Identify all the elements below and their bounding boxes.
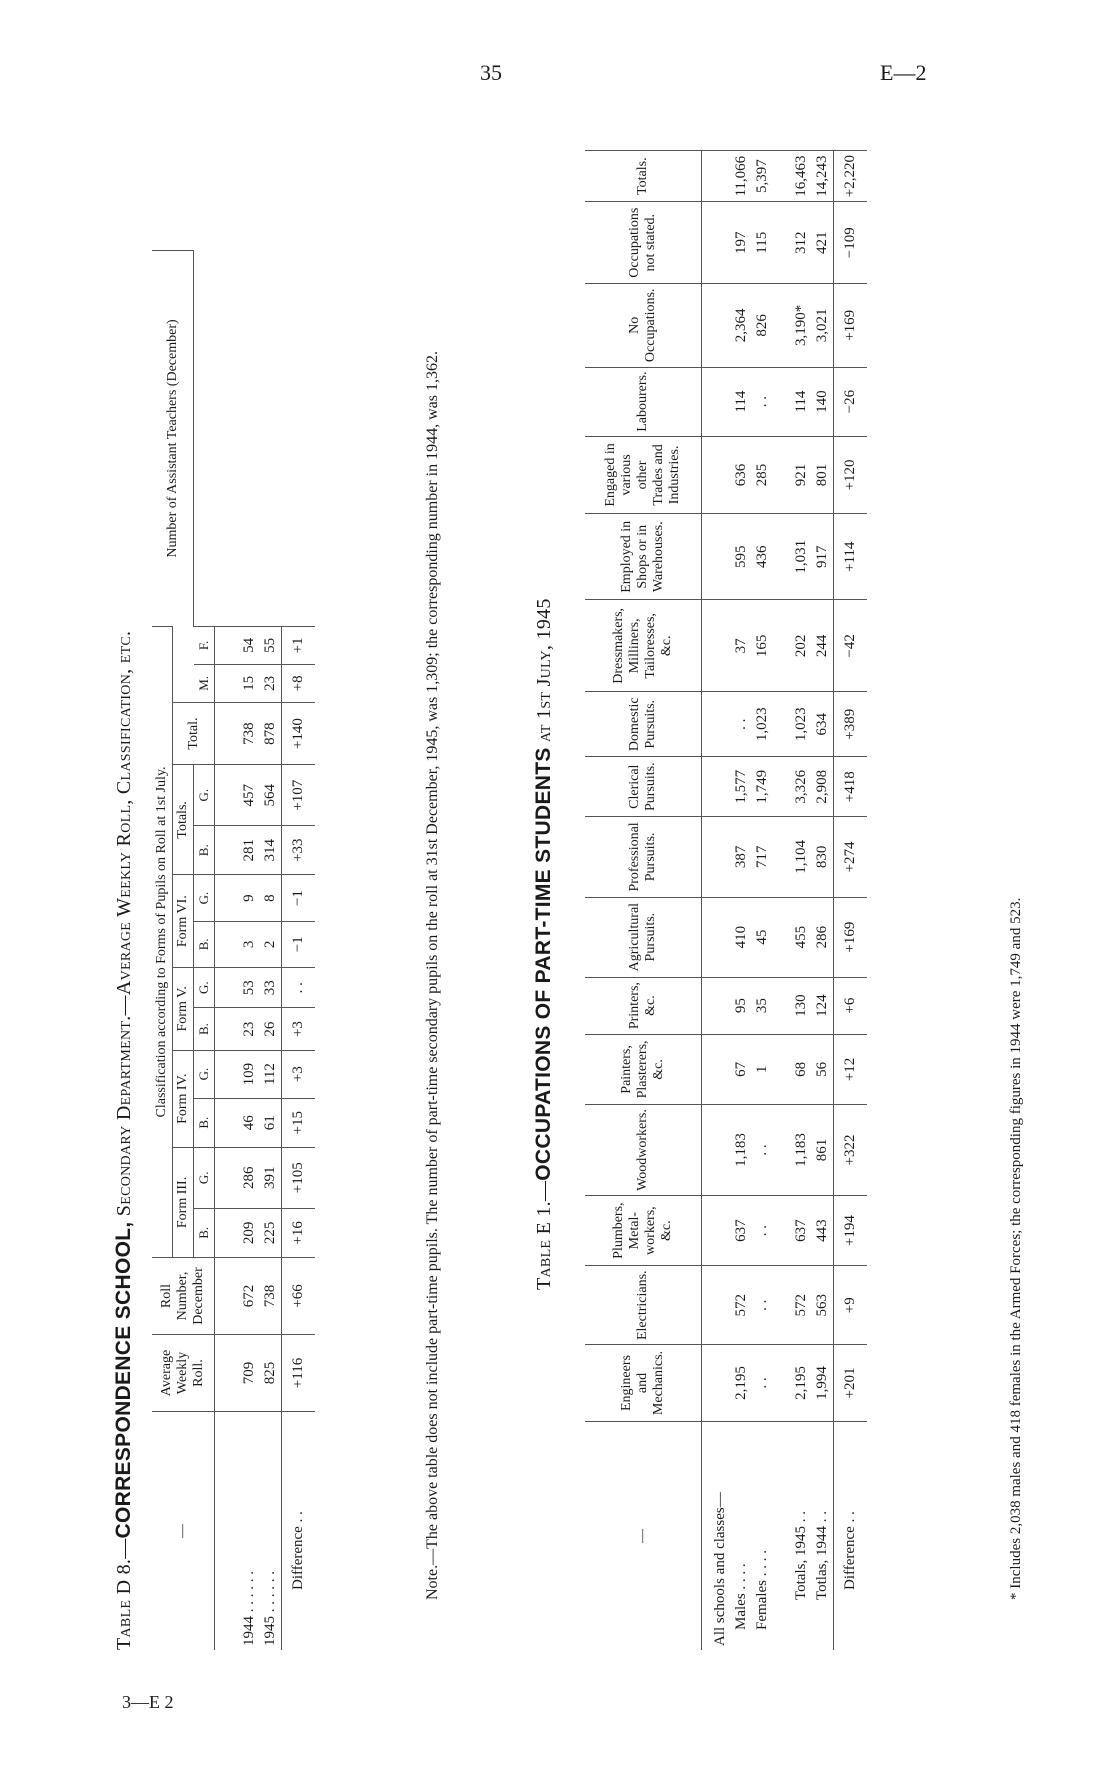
t2-cell: 421: [812, 202, 834, 284]
t2-cell: 1,577: [731, 757, 752, 817]
t1-sub-b: B.: [194, 1208, 215, 1257]
t1-cell: 209: [215, 1208, 261, 1257]
t1-sub-b: B.: [194, 826, 215, 875]
t1-cell: 738: [215, 702, 261, 764]
t2-header-col: Electricians.: [585, 1266, 702, 1345]
t2-cell: 436: [752, 514, 773, 600]
t1-cell: 15: [215, 664, 261, 702]
t1-cell: 738: [260, 1258, 282, 1335]
t2-header-col: Woodworkers.: [585, 1105, 702, 1196]
t2-cell: 45: [752, 897, 773, 977]
t2-row-difference: [834, 151, 868, 1651]
t2-cell: 35: [752, 977, 773, 1034]
t2-cell: 1,749: [752, 757, 773, 817]
t2-cell: . .: [752, 1266, 773, 1345]
t2-row-totals-1944: [812, 151, 834, 1651]
t1-cell: 23: [260, 664, 282, 702]
t2-header-col: Dressmakers, Milliners, Tailoresses, &c.: [585, 600, 702, 692]
t1-header-form4: Form IV.: [173, 1050, 194, 1147]
occupations-table: [585, 150, 867, 1650]
t2-header-dash: —: [585, 1422, 702, 1651]
t2-group-label: All schools and classes—: [702, 1422, 732, 1651]
t2-cell: 1,183: [791, 1105, 812, 1196]
t1-cell: +3: [282, 1008, 316, 1050]
t1-cell: +116: [282, 1335, 316, 1412]
t2-cell: 202: [791, 600, 812, 692]
t1-row-difference: [282, 251, 316, 1651]
t2-cell: 563: [812, 1266, 834, 1345]
t1-header-form5: Form V.: [173, 967, 194, 1050]
t2-cell: 717: [752, 817, 773, 898]
t1-cell: +107: [282, 765, 316, 826]
t2-cell: 285: [752, 436, 773, 513]
t2-cell: 861: [812, 1105, 834, 1196]
t2-row-label: Females . . . .: [752, 1422, 773, 1651]
t1-cell: +66: [282, 1258, 316, 1335]
t2-cell: +6: [834, 977, 868, 1034]
t2-cell: 572: [731, 1266, 752, 1345]
t1-cell: +15: [282, 1098, 316, 1147]
t2-header-col: Engineers and Mechanics.: [585, 1345, 702, 1422]
t1-cell: 109: [215, 1050, 261, 1098]
t1-row-1945: [260, 251, 282, 1651]
table2-title: Table E 1.—OCCUPATIONS OF PART-TIME STUDENTS at 1st July, 1945: [532, 598, 555, 1290]
t1-cell: 314: [260, 826, 282, 875]
t1-cell: +140: [282, 702, 316, 764]
t2-cell: 3,326: [791, 757, 812, 817]
t1-cell: 564: [260, 765, 282, 826]
t1-header-total: Total.: [173, 702, 215, 764]
t2-cell: 917: [812, 514, 834, 600]
t1-row-1944: [215, 251, 261, 1651]
t1-cell: 26: [260, 1008, 282, 1050]
t2-cell: 1,031: [791, 514, 812, 600]
t1-cell: −1: [282, 921, 316, 967]
t2-cell: 95: [731, 977, 752, 1034]
t2-cell: 2,908: [812, 757, 834, 817]
t2-cell: 312: [791, 202, 812, 284]
t1-sub-b: B.: [194, 1098, 215, 1147]
t1-cell: 672: [215, 1258, 261, 1335]
t2-header-col: Professional Pursuits.: [585, 817, 702, 898]
t2-cell: 124: [812, 977, 834, 1034]
t1-sub-b: B.: [194, 921, 215, 967]
table1-note: Note.—The above table does not include part-time pupils. The number of part-time secondary pupils on the roll at 31st December, 1945, was 1,309; the corresponding number in 1944, was 1,362.: [424, 351, 441, 1600]
t2-cell: 1,183: [731, 1105, 752, 1196]
t1-header-form6: Form VI.: [173, 875, 194, 968]
t2-row-label: Males . . . .: [731, 1422, 752, 1651]
page-number: 35: [480, 60, 502, 85]
t2-row-label: Difference . .: [834, 1422, 868, 1651]
t1-cell: +3: [282, 1050, 316, 1098]
t2-cell: . .: [752, 1105, 773, 1196]
t1-cell: +33: [282, 826, 316, 875]
t2-row-females: [752, 151, 773, 1651]
t1-cell: 2: [260, 921, 282, 967]
t1-sub-g: G.: [194, 1050, 215, 1098]
t2-cell: 68: [791, 1034, 812, 1104]
t1-cell: 55: [260, 626, 282, 664]
t2-cell: +120: [834, 436, 868, 513]
t2-cell: 3,190*: [791, 284, 812, 367]
t2-cell: 1,104: [791, 817, 812, 898]
t2-header-col: Clerical Pursuits.: [585, 757, 702, 817]
t2-row-males: [731, 151, 752, 1651]
t2-cell: 2,195: [731, 1345, 752, 1422]
t1-cell: +8: [282, 664, 316, 702]
t2-cell: 634: [812, 692, 834, 757]
t2-cell: +194: [834, 1195, 868, 1266]
t1-sub-b: B.: [194, 1008, 215, 1050]
t2-cell: −42: [834, 600, 868, 692]
signature-mark: 3—E 2: [122, 1692, 174, 1712]
t2-group-row: [702, 151, 732, 1651]
table2-footnote: * Includes 2,038 males and 418 females in the Armed Forces; the corresponding figures in 1944 were 1,749 and 523.: [1008, 897, 1024, 1600]
t1-cell: 225: [260, 1208, 282, 1257]
t1-cell: +16: [282, 1208, 316, 1257]
t2-cell: −109: [834, 202, 868, 284]
t1-cell: 391: [260, 1147, 282, 1208]
t2-cell: 572: [791, 1266, 812, 1345]
t2-cell: +169: [834, 897, 868, 977]
correspondence-school-table: [152, 250, 315, 1650]
t1-cell: 878: [260, 702, 282, 764]
t1-header-classification: Classification according to Forms of Pupils on Roll at 1st July.: [152, 626, 173, 1257]
t1-cell: −1: [282, 875, 316, 921]
t2-header-col: Printers, &c.: [585, 977, 702, 1034]
t1-header-avg-roll: Average Weekly Roll.: [152, 1335, 215, 1412]
t2-header-col: No Occupations.: [585, 284, 702, 367]
t1-header-form3: Form III.: [173, 1147, 194, 1257]
t2-cell: 1: [752, 1034, 773, 1104]
t2-cell: 636: [731, 436, 752, 513]
t2-cell: 387: [731, 817, 752, 898]
t1-row-label: Difference . .: [282, 1412, 316, 1651]
t1-cell: 8: [260, 875, 282, 921]
t2-cell: 830: [812, 817, 834, 898]
t2-cell: 16,463: [791, 151, 812, 202]
t2-cell: 595: [731, 514, 752, 600]
t1-row-label: 1945 . . . . . .: [260, 1412, 282, 1651]
t2-cell: 56: [812, 1034, 834, 1104]
t2-header-col: Painters, Plasterers, &c.: [585, 1034, 702, 1104]
t1-sub-m: M.: [194, 664, 215, 702]
t2-header-col: Plumbers, Metal-workers, &c.: [585, 1195, 702, 1266]
t2-cell: +2,220: [834, 151, 868, 202]
t2-header-col: Domestic Pursuits.: [585, 692, 702, 757]
t1-cell: 709: [215, 1335, 261, 1412]
t2-cell: 5,397: [752, 151, 773, 202]
t2-cell: 921: [791, 436, 812, 513]
t2-header-col: Employed in Shops or in Warehouses.: [585, 514, 702, 600]
t1-cell: 53: [215, 967, 261, 1008]
t1-row-label: 1944 . . . . . .: [215, 1412, 261, 1651]
t1-cell: . .: [282, 967, 316, 1008]
t1-cell: 23: [215, 1008, 261, 1050]
t2-header-col: Engaged in various other Trades and Industries.: [585, 436, 702, 513]
t2-cell: 801: [812, 436, 834, 513]
t2-cell: +418: [834, 757, 868, 817]
t1-header-roll-number: Roll Number, December: [152, 1258, 215, 1335]
t2-row-label: Totlas, 1944 . .: [812, 1422, 834, 1651]
t2-cell: 443: [812, 1195, 834, 1266]
t2-cell: 115: [752, 202, 773, 284]
t1-header-totals: Totals.: [173, 765, 194, 875]
t2-cell: 637: [731, 1195, 752, 1266]
t1-cell: 54: [215, 626, 261, 664]
t2-cell: +201: [834, 1345, 868, 1422]
t2-cell: 455: [791, 897, 812, 977]
t1-cell: 33: [260, 967, 282, 1008]
t2-cell: +9: [834, 1266, 868, 1345]
t2-cell: 130: [791, 977, 812, 1034]
t1-cell: 281: [215, 826, 261, 875]
t2-cell: 114: [731, 367, 752, 436]
t1-cell: 9: [215, 875, 261, 921]
t2-cell: +389: [834, 692, 868, 757]
t1-cell: +105: [282, 1147, 316, 1208]
t2-cell: 114: [791, 367, 812, 436]
t2-cell: +322: [834, 1105, 868, 1196]
t2-cell: 3,021: [812, 284, 834, 367]
t1-cell: 457: [215, 765, 261, 826]
table1-title: Table D 8.—CORRESPONDENCE SCHOOL, Secondary Department.—Average Weekly Roll, Classification, etc.: [112, 630, 135, 1650]
t2-cell: 286: [812, 897, 834, 977]
t2-cell: . .: [752, 367, 773, 436]
t2-header-col: Occupations not stated.: [585, 202, 702, 284]
t2-cell: +169: [834, 284, 868, 367]
t2-cell: +274: [834, 817, 868, 898]
t2-cell: 197: [731, 202, 752, 284]
section-code: E—2: [880, 60, 927, 85]
t1-sub-g: G.: [194, 765, 215, 826]
t1-cell: 3: [215, 921, 261, 967]
t2-cell: +12: [834, 1034, 868, 1104]
t2-cell: 165: [752, 600, 773, 692]
t2-row-totals-1945: [791, 151, 812, 1651]
t2-cell: 2,364: [731, 284, 752, 367]
t2-header-col: Agricultural Pursuits.: [585, 897, 702, 977]
t1-cell: 112: [260, 1050, 282, 1098]
t1-header-assistants: Number of Assistant Teachers (December): [152, 251, 194, 627]
t2-cell: . .: [731, 692, 752, 757]
t2-cell: 637: [791, 1195, 812, 1266]
t1-sub-f: F.: [194, 626, 215, 664]
t1-cell: 286: [215, 1147, 261, 1208]
t1-sub-g: G.: [194, 967, 215, 1008]
t2-cell: 37: [731, 600, 752, 692]
t2-cell: 244: [812, 600, 834, 692]
rotated-page-content: [100, 150, 1060, 1650]
t2-cell: 14,243: [812, 151, 834, 202]
t2-cell: 1,994: [812, 1345, 834, 1422]
t2-cell: +114: [834, 514, 868, 600]
t2-cell: 1,023: [791, 692, 812, 757]
t2-cell: 2,195: [791, 1345, 812, 1422]
t2-header-col: Totals.: [585, 151, 702, 202]
t2-cell: . .: [752, 1195, 773, 1266]
t2-cell: 826: [752, 284, 773, 367]
t1-header-dash: —: [152, 1412, 215, 1651]
t2-cell: . .: [752, 1345, 773, 1422]
t2-cell: 67: [731, 1034, 752, 1104]
t1-cell: 46: [215, 1098, 261, 1147]
t2-header-col: Labourers.: [585, 367, 702, 436]
t2-cell: 140: [812, 367, 834, 436]
t2-row-label: Totals, 1945 . .: [791, 1422, 812, 1651]
t1-cell: +1: [282, 626, 316, 664]
t1-sub-g: G.: [194, 875, 215, 921]
t1-cell: 825: [260, 1335, 282, 1412]
t2-cell: 1,023: [752, 692, 773, 757]
t2-cell: 11,066: [731, 151, 752, 202]
t1-cell: 61: [260, 1098, 282, 1147]
t2-cell: 410: [731, 897, 752, 977]
t2-cell: −26: [834, 367, 868, 436]
t1-sub-g: G.: [194, 1147, 215, 1208]
